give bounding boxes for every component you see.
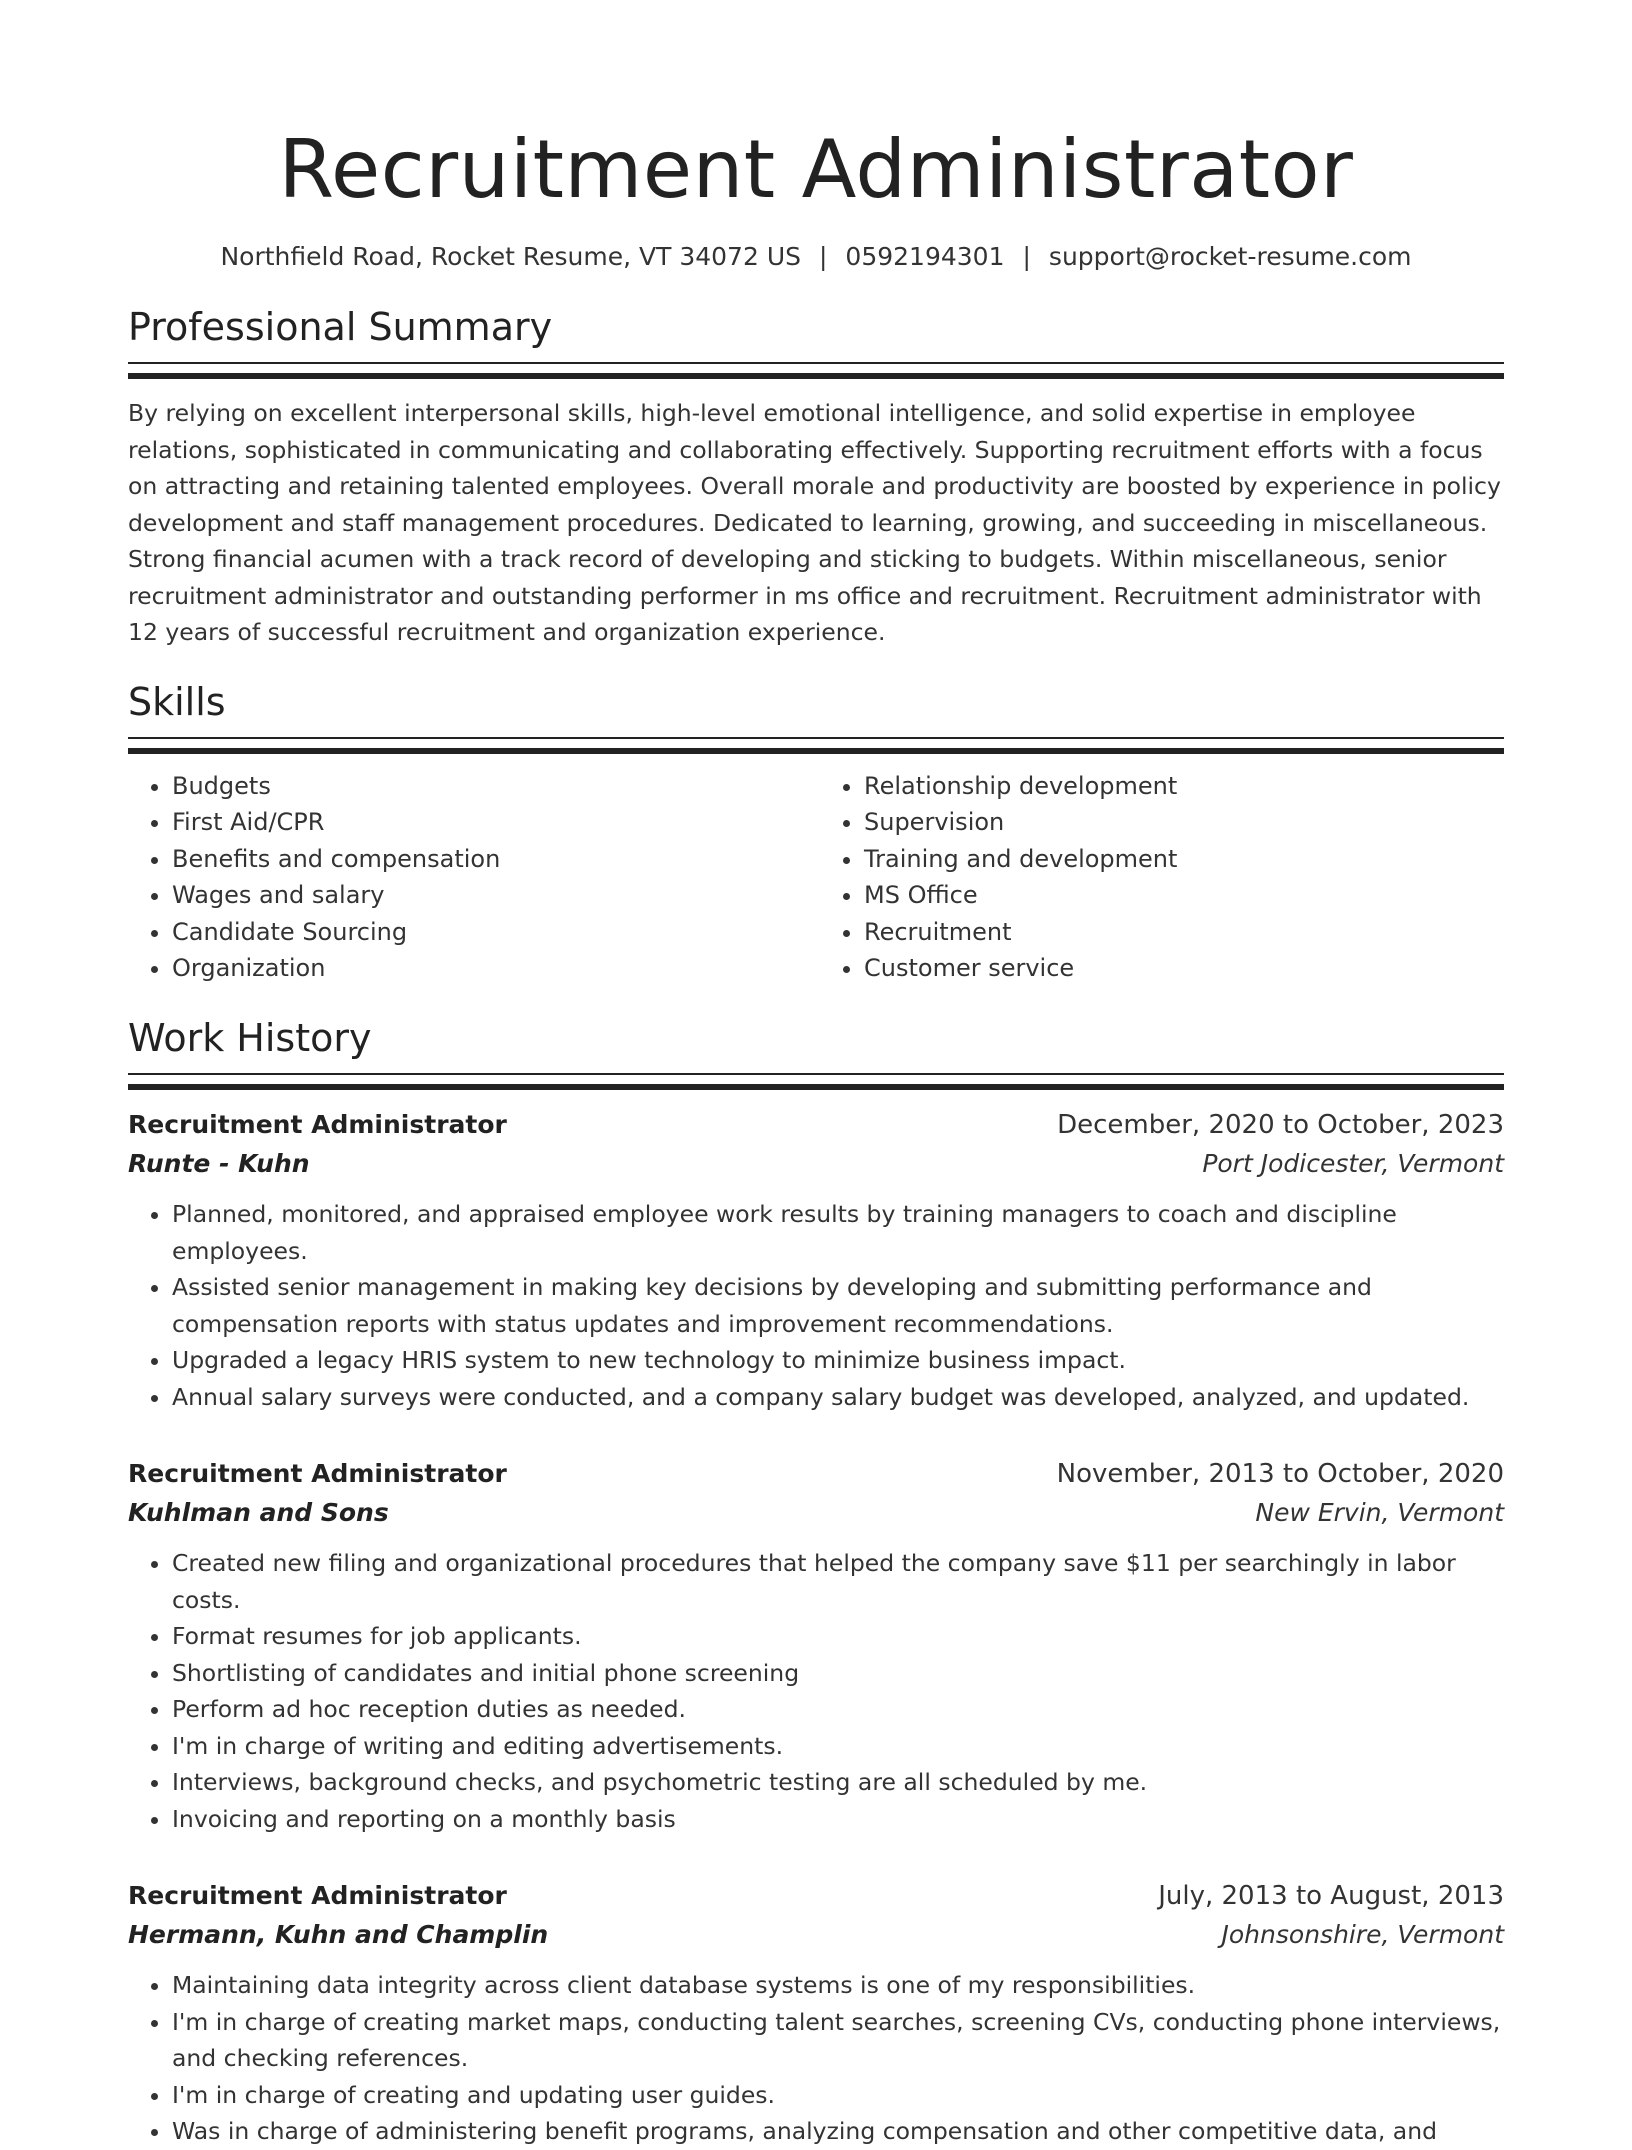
section-title-summary: Professional Summary: [128, 305, 553, 349]
skill-item: • Recruitment: [864, 914, 1504, 951]
job-bullet: • Invoicing and reporting on a monthly basis: [172, 1801, 1504, 1838]
skill-item: • First Aid/CPR: [172, 804, 816, 841]
job-bullet: • I'm in charge of creating market maps, conducting talent searches, screening CVs, conducting phone interviews, and checking references.: [172, 2004, 1504, 2077]
contact-line: [128, 240, 1504, 274]
contact-email[interactable]: support@rocket-resume.com: [1048, 242, 1412, 271]
job-entry: [128, 1877, 1504, 2150]
job-bullet: • Shortlisting of candidates and initial phone screening: [172, 1655, 1504, 1692]
job-subheader: [128, 1144, 1504, 1184]
job-entry: [128, 1106, 1504, 1415]
job-location: Johnsonshire, Vermont: [1221, 1920, 1504, 1950]
skills-section: [128, 677, 1504, 988]
job-title: Recruitment Administrator: [128, 1881, 507, 1911]
job-subheader: [128, 1915, 1504, 1955]
job-bullet: • I'm in charge of writing and editing advertisements.: [172, 1728, 1504, 1765]
job-dates: November, 2013 to October, 2020: [1056, 1459, 1504, 1490]
job-bullet: • Annual salary surveys were conducted, and a company salary budget was developed, analyzed, and updated.: [172, 1379, 1504, 1416]
job-bullet: • Assisted senior management in making key decisions by developing and submitting performance and compensation reports with status updates and improvement recommendations.: [172, 1269, 1504, 1342]
job-bullets: [128, 1967, 1504, 2150]
job-bullet: • Perform ad hoc reception duties as needed.: [172, 1691, 1504, 1728]
job-bullet: • Format resumes for job applicants.: [172, 1618, 1504, 1655]
job-bullet: • Maintaining data integrity across client database systems is one of my responsibilities.: [172, 1967, 1504, 2004]
job-company: Hermann, Kuhn and Champlin: [128, 1920, 549, 1950]
job-company: Runte - Kuhn: [128, 1149, 310, 1179]
job-title: Recruitment Administrator: [128, 1459, 507, 1489]
skill-item: • Relationship development: [864, 768, 1504, 805]
skills-list-right: [816, 768, 1504, 988]
job-bullets: [128, 1196, 1504, 1415]
work-history-section: [128, 1013, 1504, 2150]
job-title: Recruitment Administrator: [128, 1110, 507, 1140]
skill-item: • Training and development: [864, 841, 1504, 878]
section-divider: [128, 1073, 1504, 1090]
summary-text: By relying on excellent interpersonal skills, high-level emotional intelligence, and solid expertise in employee relations, sophisticated in communicating and collaborating effectively. Supporting recruitment efforts with a focus on attracting and retaining talented employees. Overall morale and productivity are boosted by experience in policy development and staff management procedures. Dedicated to learning, growing, and succeeding in miscellaneous. Strong financial acumen with a track record of developing and sticking to budgets. Within miscellaneous, senior recruitment administrator and outstanding performer in ms office and recruitment. Recruitment administrator with 12 years of successful recruitment and organization experience.: [128, 399, 1501, 646]
job-header: [128, 1106, 1504, 1144]
job-header: [128, 1455, 1504, 1493]
job-header: [128, 1877, 1504, 1915]
job-bullet: • Created new filing and organizational procedures that helped the company save $11 per searchingly in labor costs.: [172, 1545, 1504, 1618]
skill-item: • Candidate Sourcing: [172, 914, 816, 951]
job-entry: [128, 1455, 1504, 1837]
skill-item: • MS Office: [864, 877, 1504, 914]
skill-item: • Organization: [172, 950, 816, 987]
section-title-skills: Skills: [128, 679, 226, 724]
section-title-work-history: Work History: [128, 1016, 372, 1061]
job-company: Kuhlman and Sons: [128, 1498, 389, 1528]
contact-address: Northfield Road, Rocket Resume, VT 34072 US: [220, 242, 801, 271]
contact-separator: |: [1022, 242, 1031, 271]
contact-separator: |: [818, 242, 828, 271]
resume-page: [128, 0, 1504, 2150]
section-divider: [128, 737, 1504, 754]
job-bullet: • Interviews, background checks, and psychometric testing are all scheduled by me.: [172, 1764, 1504, 1801]
job-bullet: • Was in charge of administering benefit programs, analyzing compensation and other competitive data, and: [172, 2113, 1504, 2150]
skills-columns: [128, 768, 1504, 988]
job-bullets: [128, 1545, 1504, 1837]
job-location: New Ervin, Vermont: [1255, 1498, 1504, 1528]
contact-phone: 0592194301: [845, 242, 1005, 271]
skill-item: • Customer service: [864, 950, 1504, 987]
skills-list-left: [128, 768, 816, 988]
skill-item: • Budgets: [172, 768, 816, 805]
skill-item: • Supervision: [864, 804, 1504, 841]
skill-item: • Benefits and compensation: [172, 841, 816, 878]
summary-section: [128, 302, 1504, 651]
resume-name: Recruitment Administrator: [278, 123, 1354, 216]
skill-item: • Wages and salary: [172, 877, 816, 914]
job-bullet: • I'm in charge of creating and updating user guides.: [172, 2077, 1504, 2114]
job-dates: December, 2020 to October, 2023: [1057, 1110, 1504, 1141]
job-bullet: • Upgraded a legacy HRIS system to new technology to minimize business impact.: [172, 1342, 1504, 1379]
job-dates: July, 2013 to August, 2013: [1158, 1881, 1504, 1912]
job-subheader: [128, 1493, 1504, 1533]
section-divider: [128, 362, 1504, 379]
job-location: Port Jodicester, Vermont: [1202, 1149, 1504, 1179]
job-bullet: • Planned, monitored, and appraised employee work results by training managers to coach and discipline employees.: [172, 1196, 1504, 1269]
